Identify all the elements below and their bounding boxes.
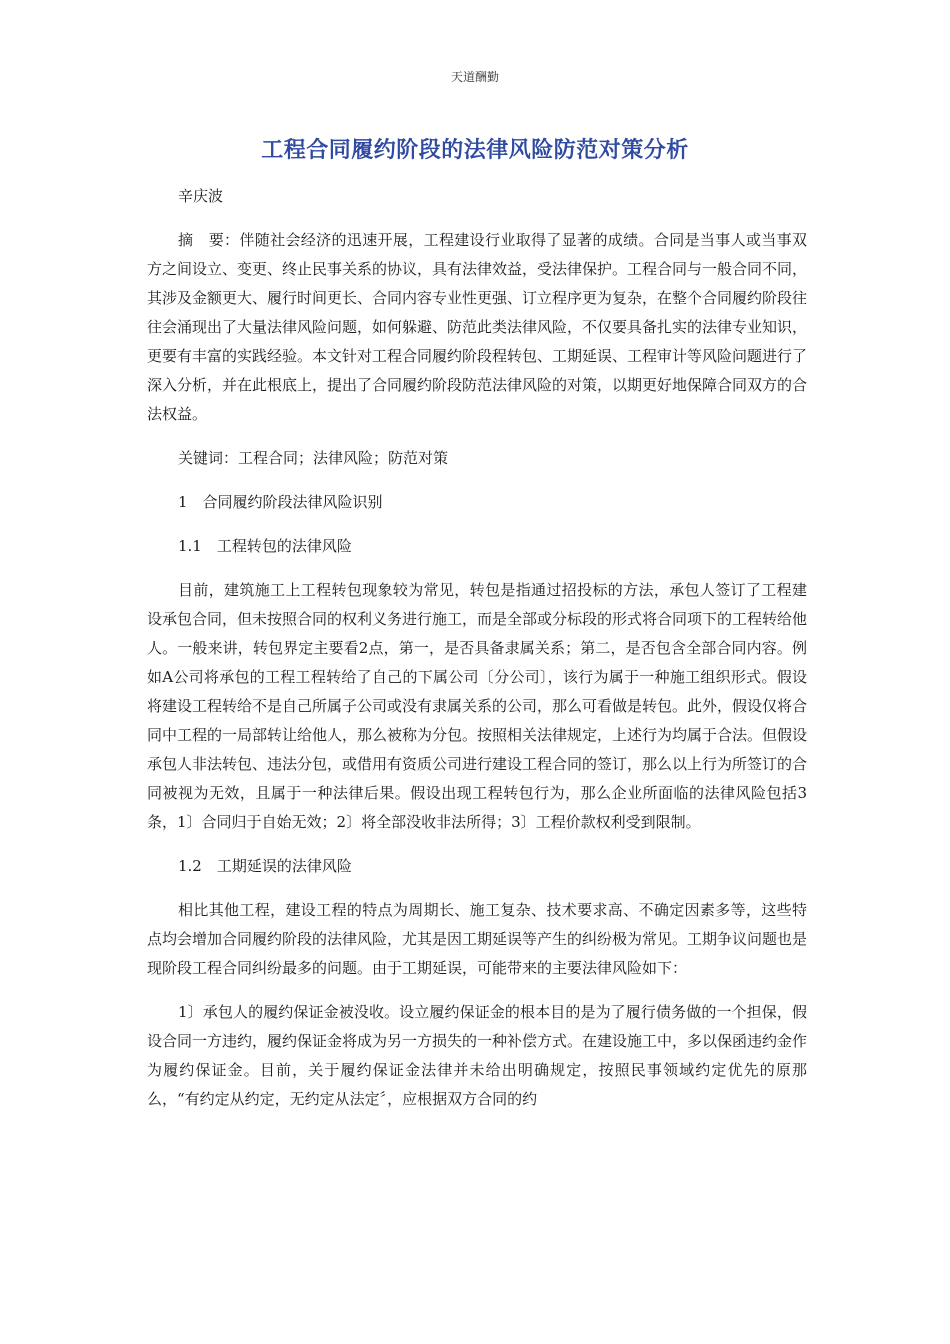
list-item-1: 1〕承包人的履约保证金被没收。设立履约保证金的根本目的是为了履行债务做的一个担保，假设合同一方违约，履约保证金将成为另一方损失的一种补偿方式。在建设施工中，多以保函违约金作为履约保证金。目前，关于履约保证金法律并未给出明确规定，按照民事领域约定优先的原那么，“有约定从约定，无约定从法定〞，应根据双方合同的约 [147, 1003, 808, 1108]
body-paragraph-1-2: 相比其他工程，建设工程的特点为周期长、施工复杂、技术要求高、不确定因素多等，这些特点均会增加合同履约阶段的法律风险，尤其是因工期延误等产生的纠纷极为常见。工期争议问题也是现阶段工程合同纠纷最多的问题。由于工期延误，可能带来的主要法律风险如下： [147, 901, 808, 977]
subsection-heading-1-2: 1.2 工期延误的法律风险 [178, 857, 352, 875]
keywords-line: 关键词：工程合同；法律风险；防范对策 [178, 449, 449, 467]
section-heading-1: 1 合同履约阶段法律风险识别 [178, 493, 383, 511]
subsection-heading-1-1: 1.1 工程转包的法律风险 [178, 537, 352, 555]
author-name: 辛庆波 [178, 187, 224, 205]
page-header: 天道酬勤 [450, 70, 499, 84]
document-title: 工程合同履约阶段的法律风险防范对策分析 [261, 138, 689, 163]
document-body [147, 182, 807, 1129]
abstract-paragraph: 摘 要：伴随社会经济的迅速开展，工程建设行业取得了显著的成绩。合同是当事人或当事双方之间设立、变更、终止民事关系的协议，具有法律效益，受法律保护。工程合同与一般合同不同，其涉及金额更大、履行时间更长、合同内容专业性更强、订立程序更为复杂，在整个合同履约阶段往往会涌现出了大量法律风险问题，如何躲避、防范此类法律风险，不仅要具备扎实的法律专业知识，更要有丰富的实践经验。本文针对工程合同履约阶段程转包、工期延误、工程审计等风险问题进行了深入分析，并在此根底上，提出了合同履约阶段防范法律风险的对策，以期更好地保障合同双方的合法权益。 [147, 231, 808, 423]
body-paragraph-1-1: 目前，建筑施工上工程转包现象较为常见，转包是指通过招投标的方法，承包人签订了工程建设承包合同，但未按照合同的权利义务进行施工，而是全部或分标段的形式将合同项下的工程转给他人。一般来讲，转包界定主要看2点，第一，是否具备隶属关系；第二，是否包含全部合同内容。例如A公司将承包的工程工程转给了自己的下属公司〔分公司〕，该行为属于一种施工组织形式。假设将建设工程转给不是自己所属子公司或没有隶属关系的公司，那么可看做是转包。此外，假设仅将合同中工程的一局部转让给他人，那么被称为分包。按照相关法律规定，上述行为均属于合法。但假设承包人非法转包、违法分包，或借用有资质公司进行建设工程合同的签订，那么以上行为所签订的合同被视为无效，且属于一种法律后果。假设出现工程转包行为，那么企业所面临的法律风险包括3条，1〕合同归于自始无效；2〕将全部没收非法所得；3〕工程价款权利受到限制。 [147, 581, 808, 831]
